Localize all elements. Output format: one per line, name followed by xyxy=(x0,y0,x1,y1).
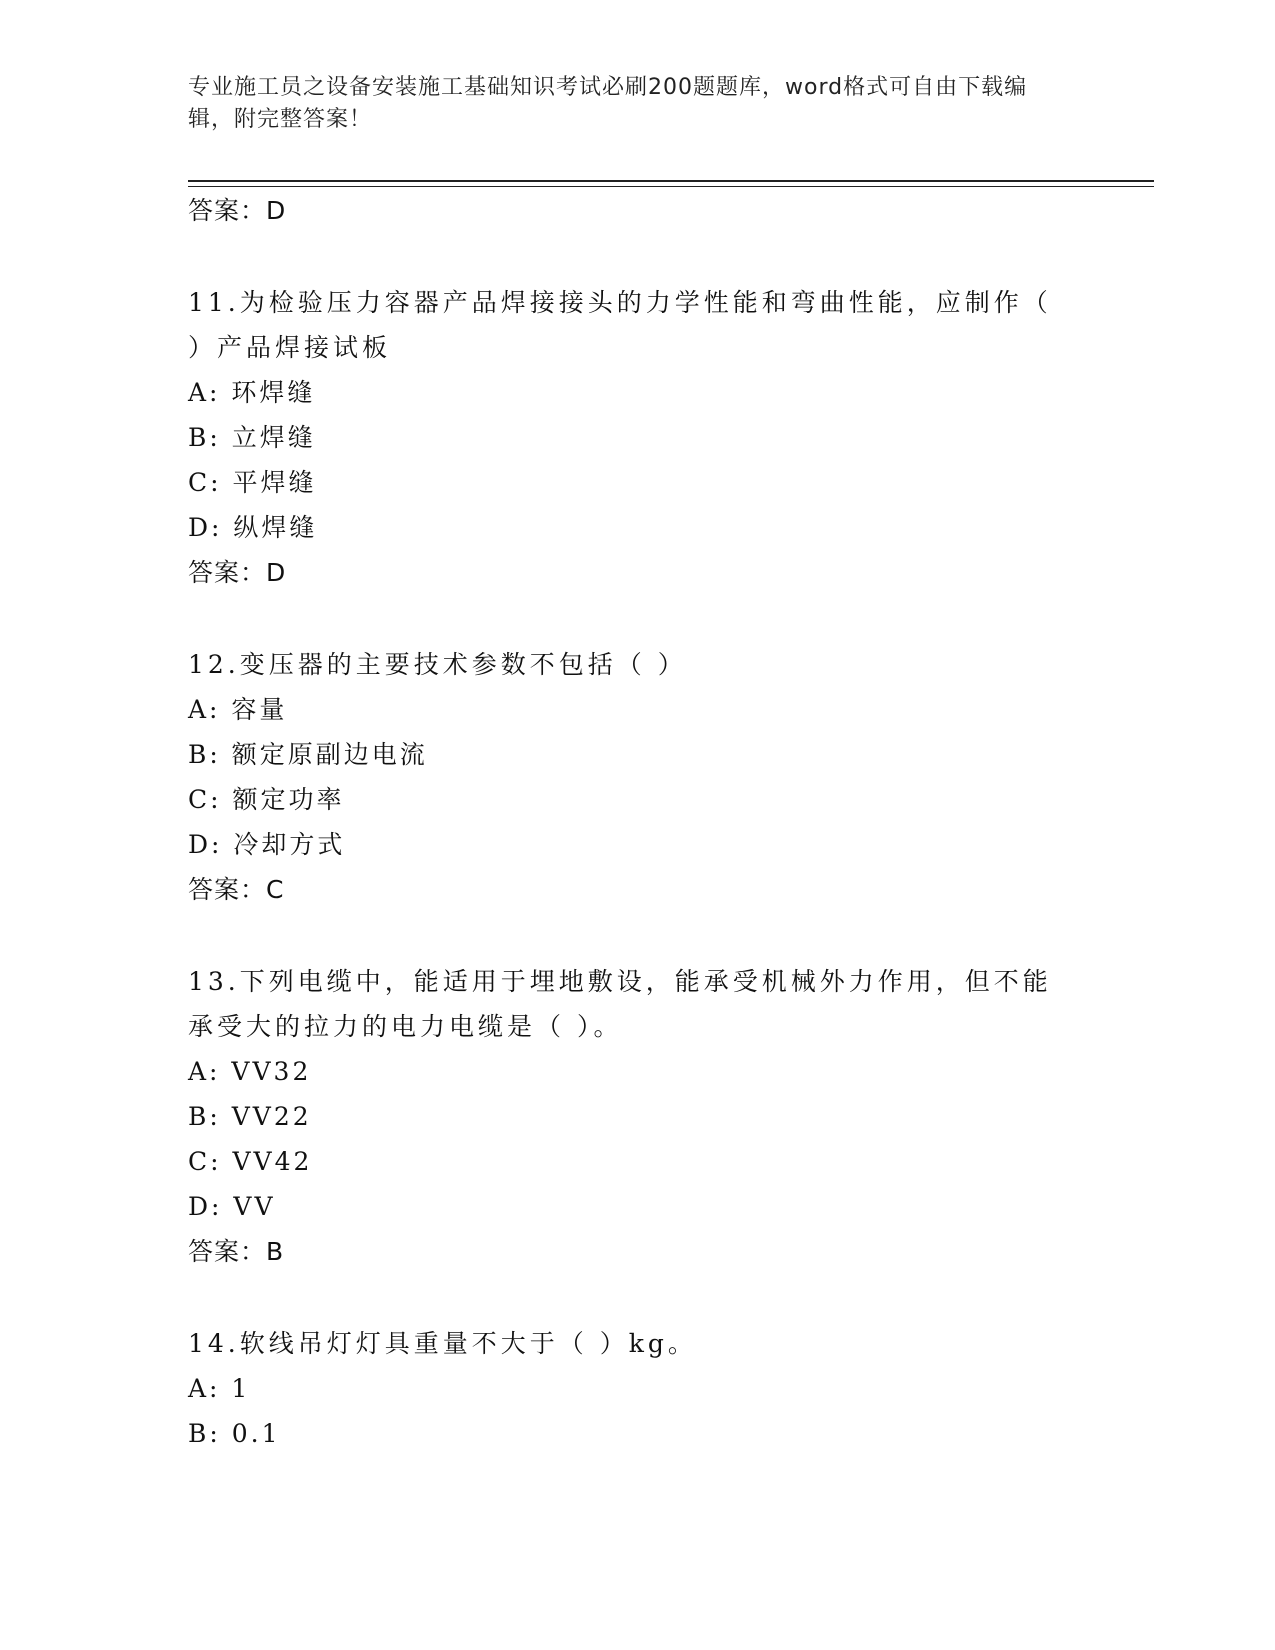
header-rule-thin xyxy=(188,186,1154,187)
question-stem: 14.软线吊灯灯具重量不大于（ ）kg。 xyxy=(188,1329,697,1358)
question-item xyxy=(188,642,1088,913)
answer-line: 答案：D xyxy=(188,558,287,587)
question-stem: 11.为检验压力容器产品焊接接头的力学性能和弯曲性能，应制作（ ）产品焊接试板 xyxy=(188,288,1052,362)
question-stem: 13.下列电缆中，能适用于埋地敷设，能承受机械外力作用，但不能承受大的拉力的电力电缆是（ ）。 xyxy=(188,967,1052,1041)
option-b: B: 额定原副边电流 xyxy=(188,740,428,769)
option-d: D: 纵焊缝 xyxy=(188,513,318,542)
option-b: B: 0.1 xyxy=(188,1419,281,1448)
option-a: A: 1 xyxy=(188,1374,251,1403)
option-c: C: VV42 xyxy=(188,1147,313,1176)
question-stem: 12.变压器的主要技术参数不包括（ ） xyxy=(188,650,687,679)
option-a: A: VV32 xyxy=(188,1057,312,1086)
option-b: B: 立焊缝 xyxy=(188,423,316,452)
answer-line: 答案：B xyxy=(188,1237,285,1266)
option-d: D: VV xyxy=(188,1192,276,1221)
option-d: D: 冷却方式 xyxy=(188,830,346,859)
document-header: 专业施工员之设备安装施工基础知识考试必刷200题题库，word格式可自由下载编辑，附完整答案！ xyxy=(188,75,1028,132)
option-b: B: VV22 xyxy=(188,1102,312,1131)
header-rule-thick xyxy=(188,180,1154,182)
question-item xyxy=(188,280,1088,596)
option-c: C: 额定功率 xyxy=(188,785,345,814)
option-c: C: 平焊缝 xyxy=(188,468,317,497)
question-list xyxy=(188,188,1088,1456)
option-a: A: 容量 xyxy=(188,695,288,724)
answer-line: 答案：C xyxy=(188,875,285,904)
question-item xyxy=(188,1321,1088,1456)
option-a: A: 环焊缝 xyxy=(188,378,316,407)
question-item xyxy=(188,959,1088,1275)
answer-line: 答案：D xyxy=(188,196,287,225)
